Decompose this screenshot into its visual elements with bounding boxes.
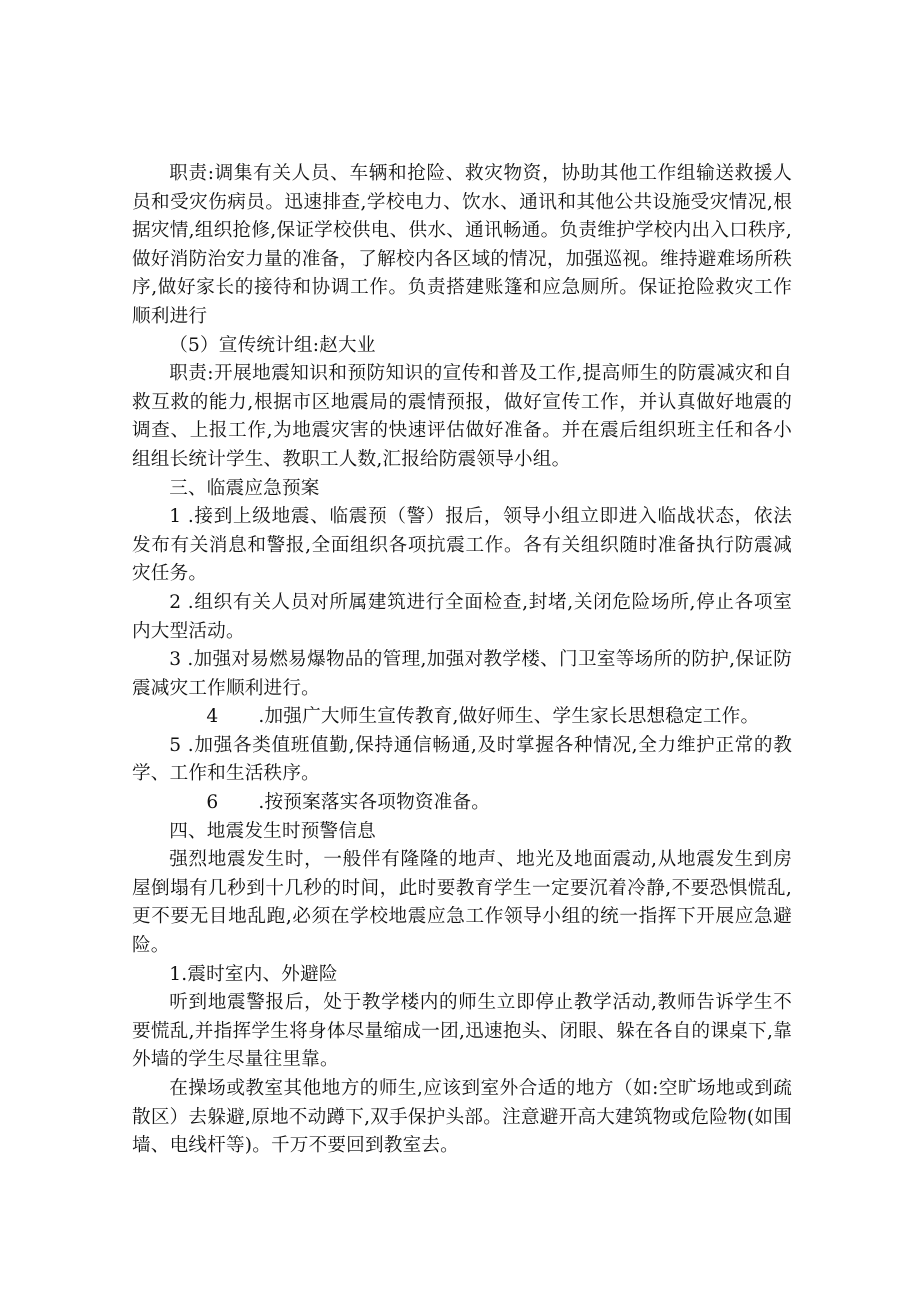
list-item-5: 5 .加强各类值班值勤,保持通信畅通,及时掌握各种情况,全力维护正常的教学、工作和生活秩序。 — [132, 734, 792, 785]
paragraph-duties-logistics: 职责:调集有关人员、车辆和抢险、救灾物资，协助其他工作组输送救援人员和受灾伤病员。迅速排查,学校电力、饮水、通讯和其他公共设施受灾情况,根据灾情,组织抢修,保证学校供电、供水、通讯畅通。负责维护学校内出入口秩序,做好消防治安力量的准备，了解校内各区域的情况，加强巡视。维持避难场所秩序,做好家长的接待和协调工作。负责搭建账篷和应急厕所。保证抢险救灾工作顺利进行 — [132, 163, 792, 327]
heading-publicity-group: （5）宣传统计组:赵大业 — [169, 334, 376, 356]
list-number: 6 — [206, 792, 219, 814]
list-item-text: .加强广大师生宣传教育,做好师生、学生家长思想稳定工作。 — [258, 706, 760, 728]
document-body — [132, 160, 792, 1161]
paragraph-duties-publicity: 职责:开展地震知识和预防知识的宣传和普及工作,提高师生的防震减灾和自救互救的能力,根据市区地震局的震情预报，做好宣传工作，并认真做好地震的调查、上报工作,为地震灾害的快速评估做好准备。并在震后组织班主任和各小组组长统计学生、教职工人数,汇报给防震领导小组。 — [132, 363, 792, 470]
list-item-3: 3 .加强对易燃易爆物品的管理,加强对教学楼、门卫室等场所的防护,保证防震减灾工作顺利进行。 — [132, 649, 792, 699]
list-number: 4 — [206, 706, 219, 728]
list-item-text: .按预案落实各项物资准备。 — [258, 792, 491, 814]
paragraph-indoor-shelter: 听到地震警报后，处于教学楼内的师生立即停止教学活动,教师告诉学生不要慌乱,并指挥学生将身体尽量缩成一团,迅速抱头、闭眼、躲在各自的课桌下,靠外墙的学生尽量往里靠。 — [132, 992, 792, 1071]
paragraph-earthquake-warning: 强烈地震发生时，一般伴有隆隆的地声、地光及地面震动,从地震发生到房屋倒塌有几秒到十几秒的时间，此时要教育学生一定要沉着冷静,不要恐惧慌乱,更不要无目地乱跑,必须在学校地震应急工作领导小组的统一指挥下开展应急避险。 — [132, 849, 792, 957]
section-heading-warning-info: 四、地震发生时预警信息 — [169, 820, 376, 842]
list-item-1: 1 .接到上级地震、临震预（警）报后，领导小组立即进入临战状态，依法发布有关消息和警报,全面组织各项抗震工作。各有关组织随时准备执行防震减灾任务。 — [132, 506, 792, 585]
list-item-2: 2 .组织有关人员对所属建筑进行全面检查,封堵,关闭危险场所,停止各项室内大型活动。 — [132, 591, 792, 642]
list-item-4 — [132, 703, 792, 732]
list-item-6 — [132, 789, 792, 818]
subheading-indoor-outdoor: 1.震时室内、外避险 — [169, 963, 338, 985]
section-heading-emergency-plan: 三、临震应急预案 — [169, 477, 320, 499]
paragraph-outdoor-shelter: 在操场或教室其他地方的师生,应该到室外合适的地方（如:空旷场地或到疏散区）去躲避,原地不动蹲下,双手保护头部。注意避开高大建筑物或危险物(如围墙、电线杆等)。千万不要回到教室去。 — [132, 1078, 792, 1157]
